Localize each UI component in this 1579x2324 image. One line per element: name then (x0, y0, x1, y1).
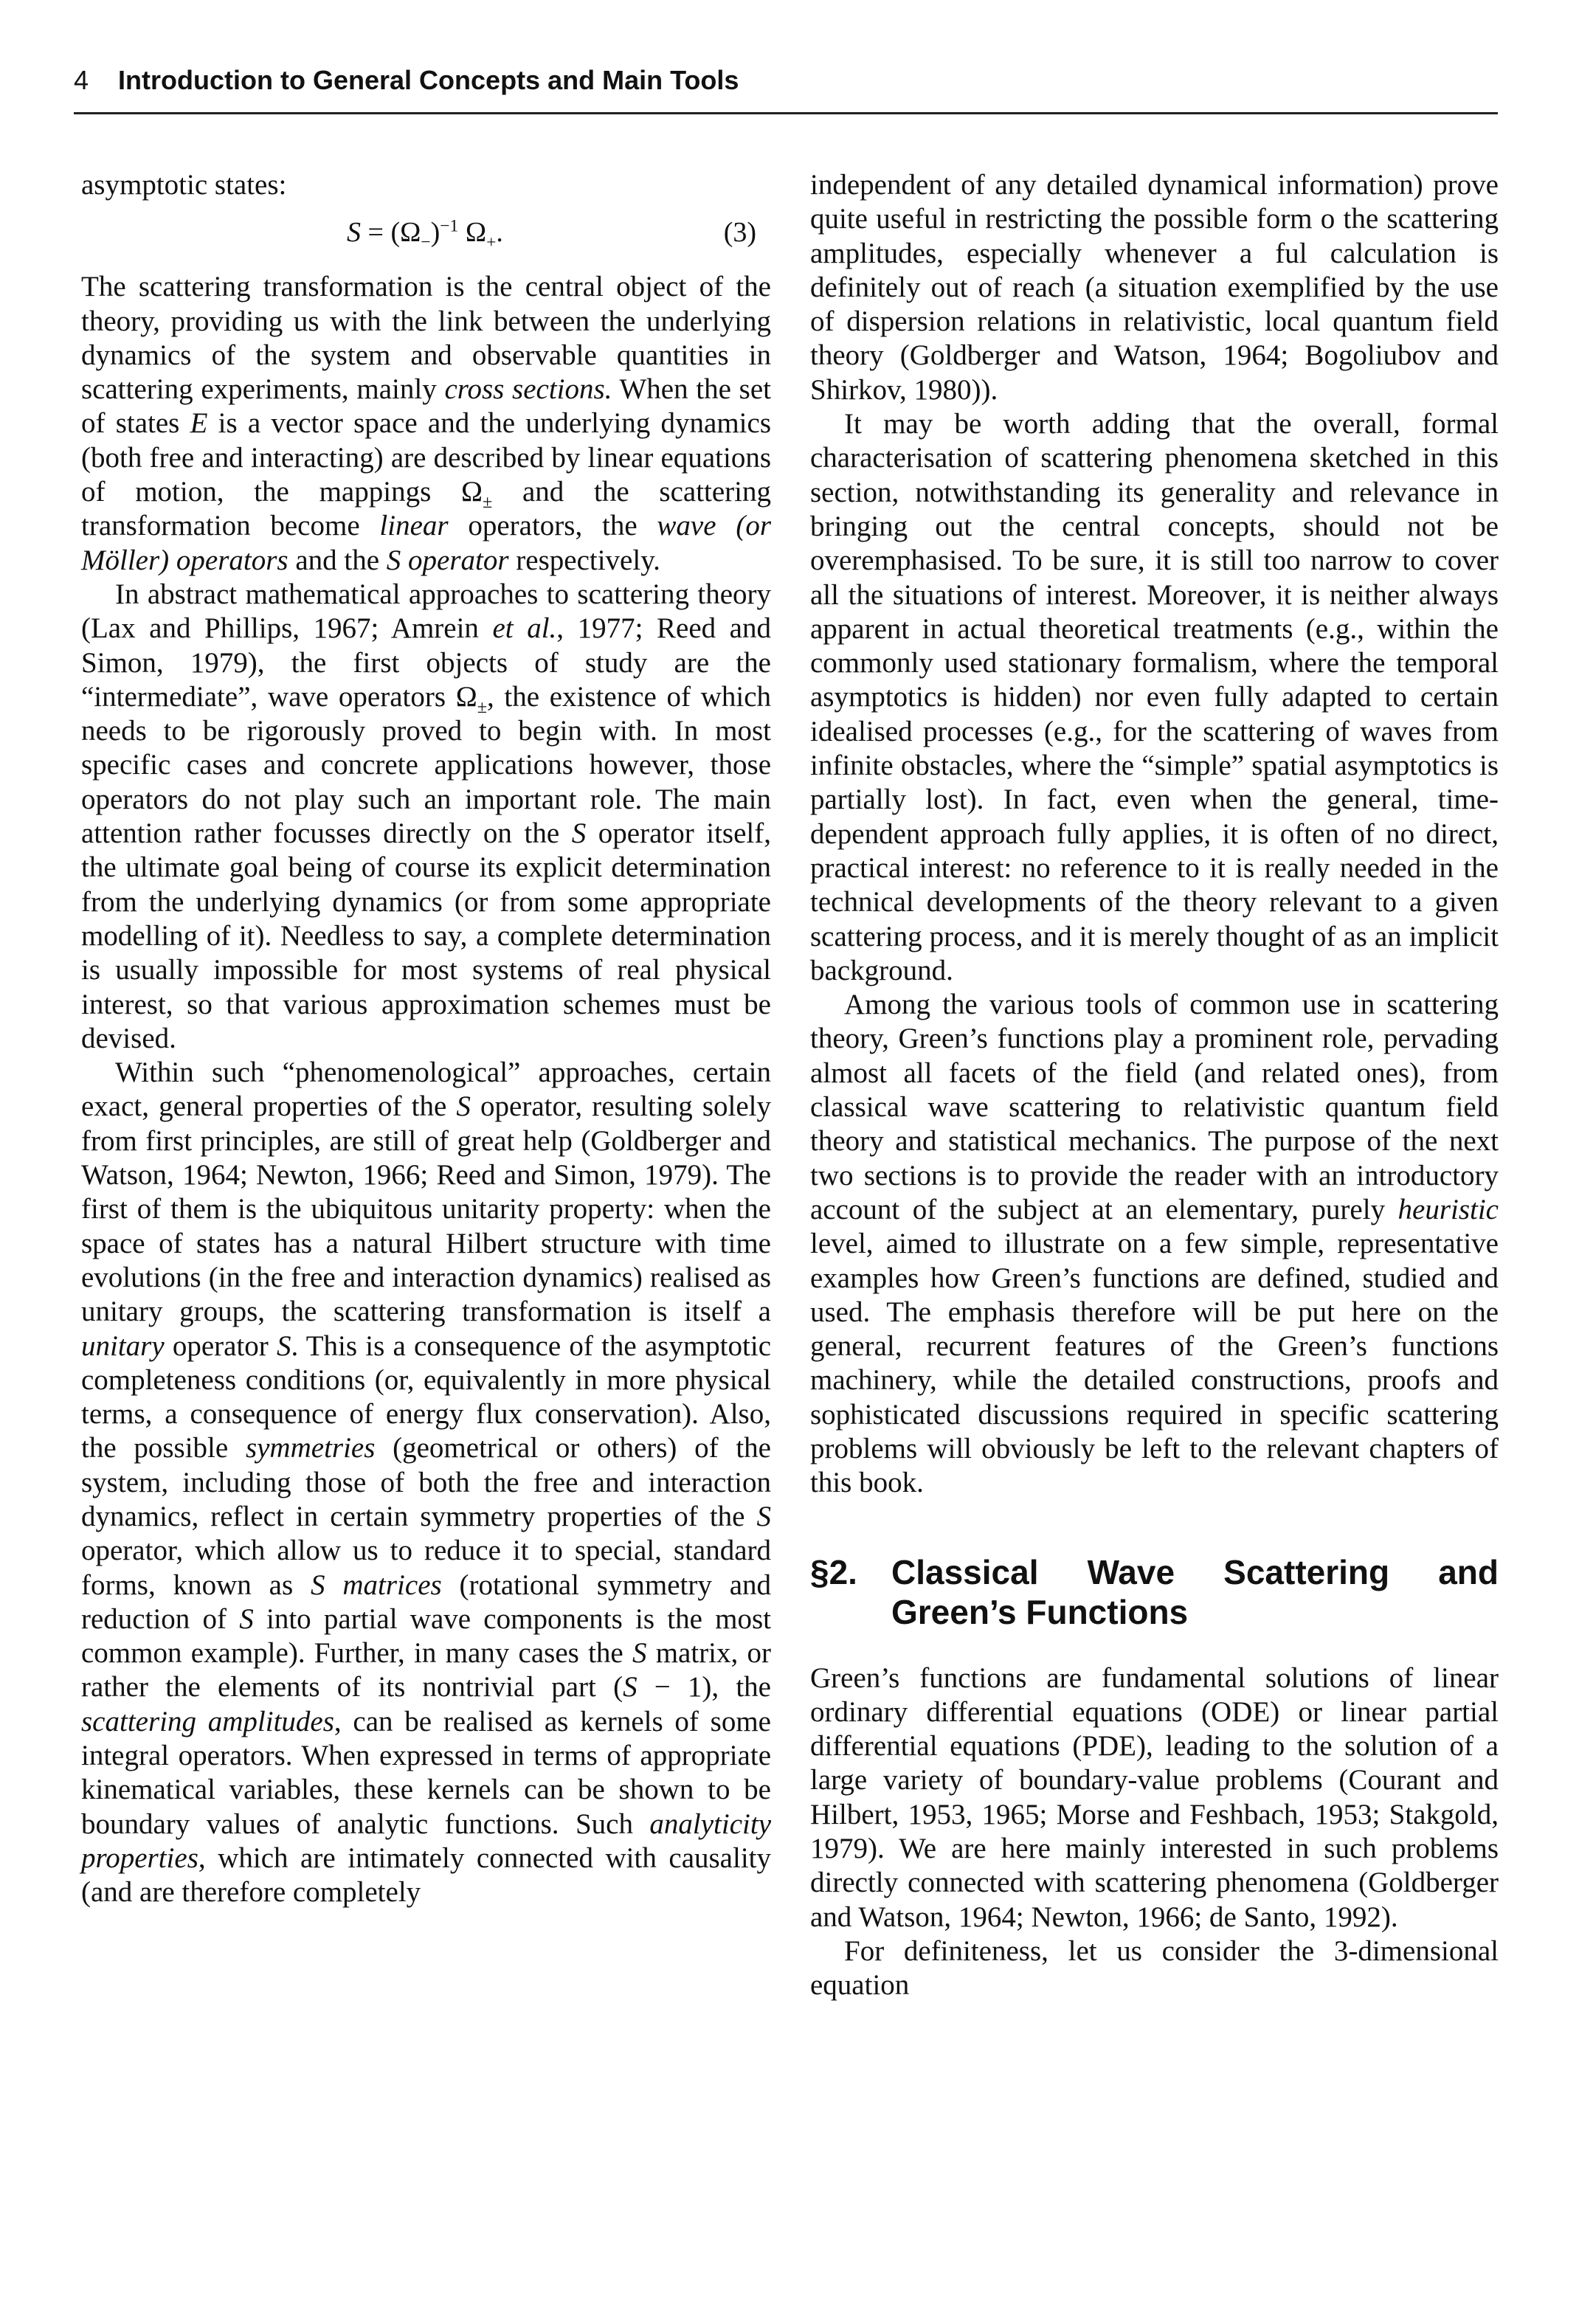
left-column (81, 168, 771, 1910)
equation-body: $S = (\Omega_-)^{-1}$ $\Omega_+$. (347, 216, 503, 252)
paragraph: Among the various tools of common use in scattering theory, Green’s functions play a prominent role, pervading almost all facets of the field (and related ones), from classical wave scattering to relativistic quantum field theory and statistical mechanics. The purpose of the next two sections is to provide the reader with an introductory account of the subject at an elementary, purely heuristic level, aimed to illustrate on a few simple, representative examples how Green’s functions are defined, studied and used. The emphasis therefore will be put here on the general, recurrent features of the Green’s functions machinery, while the detailed constructions, proofs and sophisticated discussions required in specific scattering problems will obviously be left to the relevant chapters of this book. (810, 989, 1499, 1499)
paragraph: It may be worth adding that the overall, formal characterisation of scattering phenomena sketched in this section, notwithstanding its generality and relevance in bringing out the central concepts, should not be overemphasised. To be sure, it is still too narrow to cover all the situations of interest. Moreover, it is neither always apparent in actual theoretical treatments (e.g., within the commonly used stationary formalism, where the temporal asymptotics is hidden) nor even fully adapted to certain idealised processes (e.g., for the scattering of waves from infinite obstacles, where the “simple” spatial asymptotics is partially lost). In fact, even when the general, time-dependent approach fully applies, it is often of no direct, practical interest: no reference to it is really needed in the technical developments of the theory relevant to a given scattering process, and it is merely thought of as an implicit background. (810, 408, 1499, 986)
paragraph: Within such “phenomenological” approaches, certain exact, general properties of the S operator, resulting solely from first principles, are still of great help (Goldberger and Watson, 1964; Newton, 1966; Reed and Simon, 1979). The first of them is the ubiquitous unitarity property: when the space of states has a natural Hilbert structure with time evolutions (in the free and interaction dynamics) realised as unitary groups, the scattering transformation is itself a unitary operator S. This is a consequence of the asymptotic completeness conditions (or, equivalently in more physical terms, a consequence of energy flux conservation). Also, the possible symmetries (geometrical or others) of the system, including those of both the free and interaction dynamics, reflect in certain symmetry properties of the S operator, which allow us to reduce it to special, standard forms, known as S matrices (rotational symmetry and reduction of S into partial wave components is the most common example). Further, in many cases the S matrix, or rather the elements of its nontrivial part (S − 1), the scattering amplitudes, can be realised as kernels of some integral operators. When expressed in terms of appropriate kinematical variables, these kernels can be shown to be boundary values of analytic functions. Such analyticity properties, which are intimately connected with causality (and are therefore completely (81, 1056, 772, 1909)
paragraph: In abstract mathematical approaches to scattering theory (Lax and Phillips, 1967; Amrein et al., 1977; Reed and Simon, 1979), the first objects of study are the “intermediate”, wave operators $\Omega_\pm$, the existence of which needs to be rigorously proved to begin with. In most specific cases and concrete applications however, those operators do not play such an important role. The main attention rather focusses directly on the S operator itself, the ultimate goal being of course its explicit determination from the underlying dynamics (or from some appropriate modelling of it). Needless to say, a complete determination is usually impossible for most systems of real physical interest, so that various approximation schemes must be devised. (81, 578, 771, 1054)
paragraph: independent of any detailed dynamical information) prove quite useful in restricting the possible form o the scattering amplitudes, especially whenever a ful calculation is definitely out of reach (a situation exemplified by the use of dispersion relations in relativistic, local quantum field theory (Goldberger and Watson, 1964; Bogoliubov and Shirkov, 1980)). (810, 169, 1499, 406)
intro-fragment: asymptotic states: (81, 169, 287, 201)
section-title: Classical Wave Scattering and Green’s Functions (891, 1552, 1499, 1631)
header-rule (74, 112, 1498, 114)
paragraph: For definiteness, let us consider the 3-dimensional equation (810, 1934, 1499, 2002)
right-column (810, 168, 1499, 2003)
running-head (74, 65, 1498, 96)
section-number: §2. (810, 1552, 857, 1591)
paragraph: The scattering transformation is the central object of the theory, providing us with the link between the underlying dynamics of the system and observable quantities in scattering experiments, mainly cross sections. When the set of states E is a vector space and the underlying dynamics (both free and interacting) are described by linear equations of motion, the mappings $\Omega_\pm$ and the scattering transformation become linear operators, the wave (or Möller) operators and the S operator respectively. (81, 271, 772, 576)
equation-3 (81, 202, 771, 270)
paragraph: Green’s functions are fundamental solutions of linear ordinary differential equations (ODE) or linear partial differential equations (PDE), leading to the solution of a large variety of boundary-value problems (Courant and Hilbert, 1953, 1965; Morse and Feshbach, 1953; Stakgold, 1979). We are here mainly interested in such problems directly connected with scattering phenomena (Goldberger and Watson, 1964; Newton, 1966; de Santo, 1992). (810, 1661, 1499, 1933)
section-heading (810, 1552, 1499, 1632)
equation-number: (3) (723, 217, 756, 249)
page-number: 4 (74, 65, 89, 95)
running-title: Introduction to General Concepts and Main Tools (118, 65, 739, 95)
